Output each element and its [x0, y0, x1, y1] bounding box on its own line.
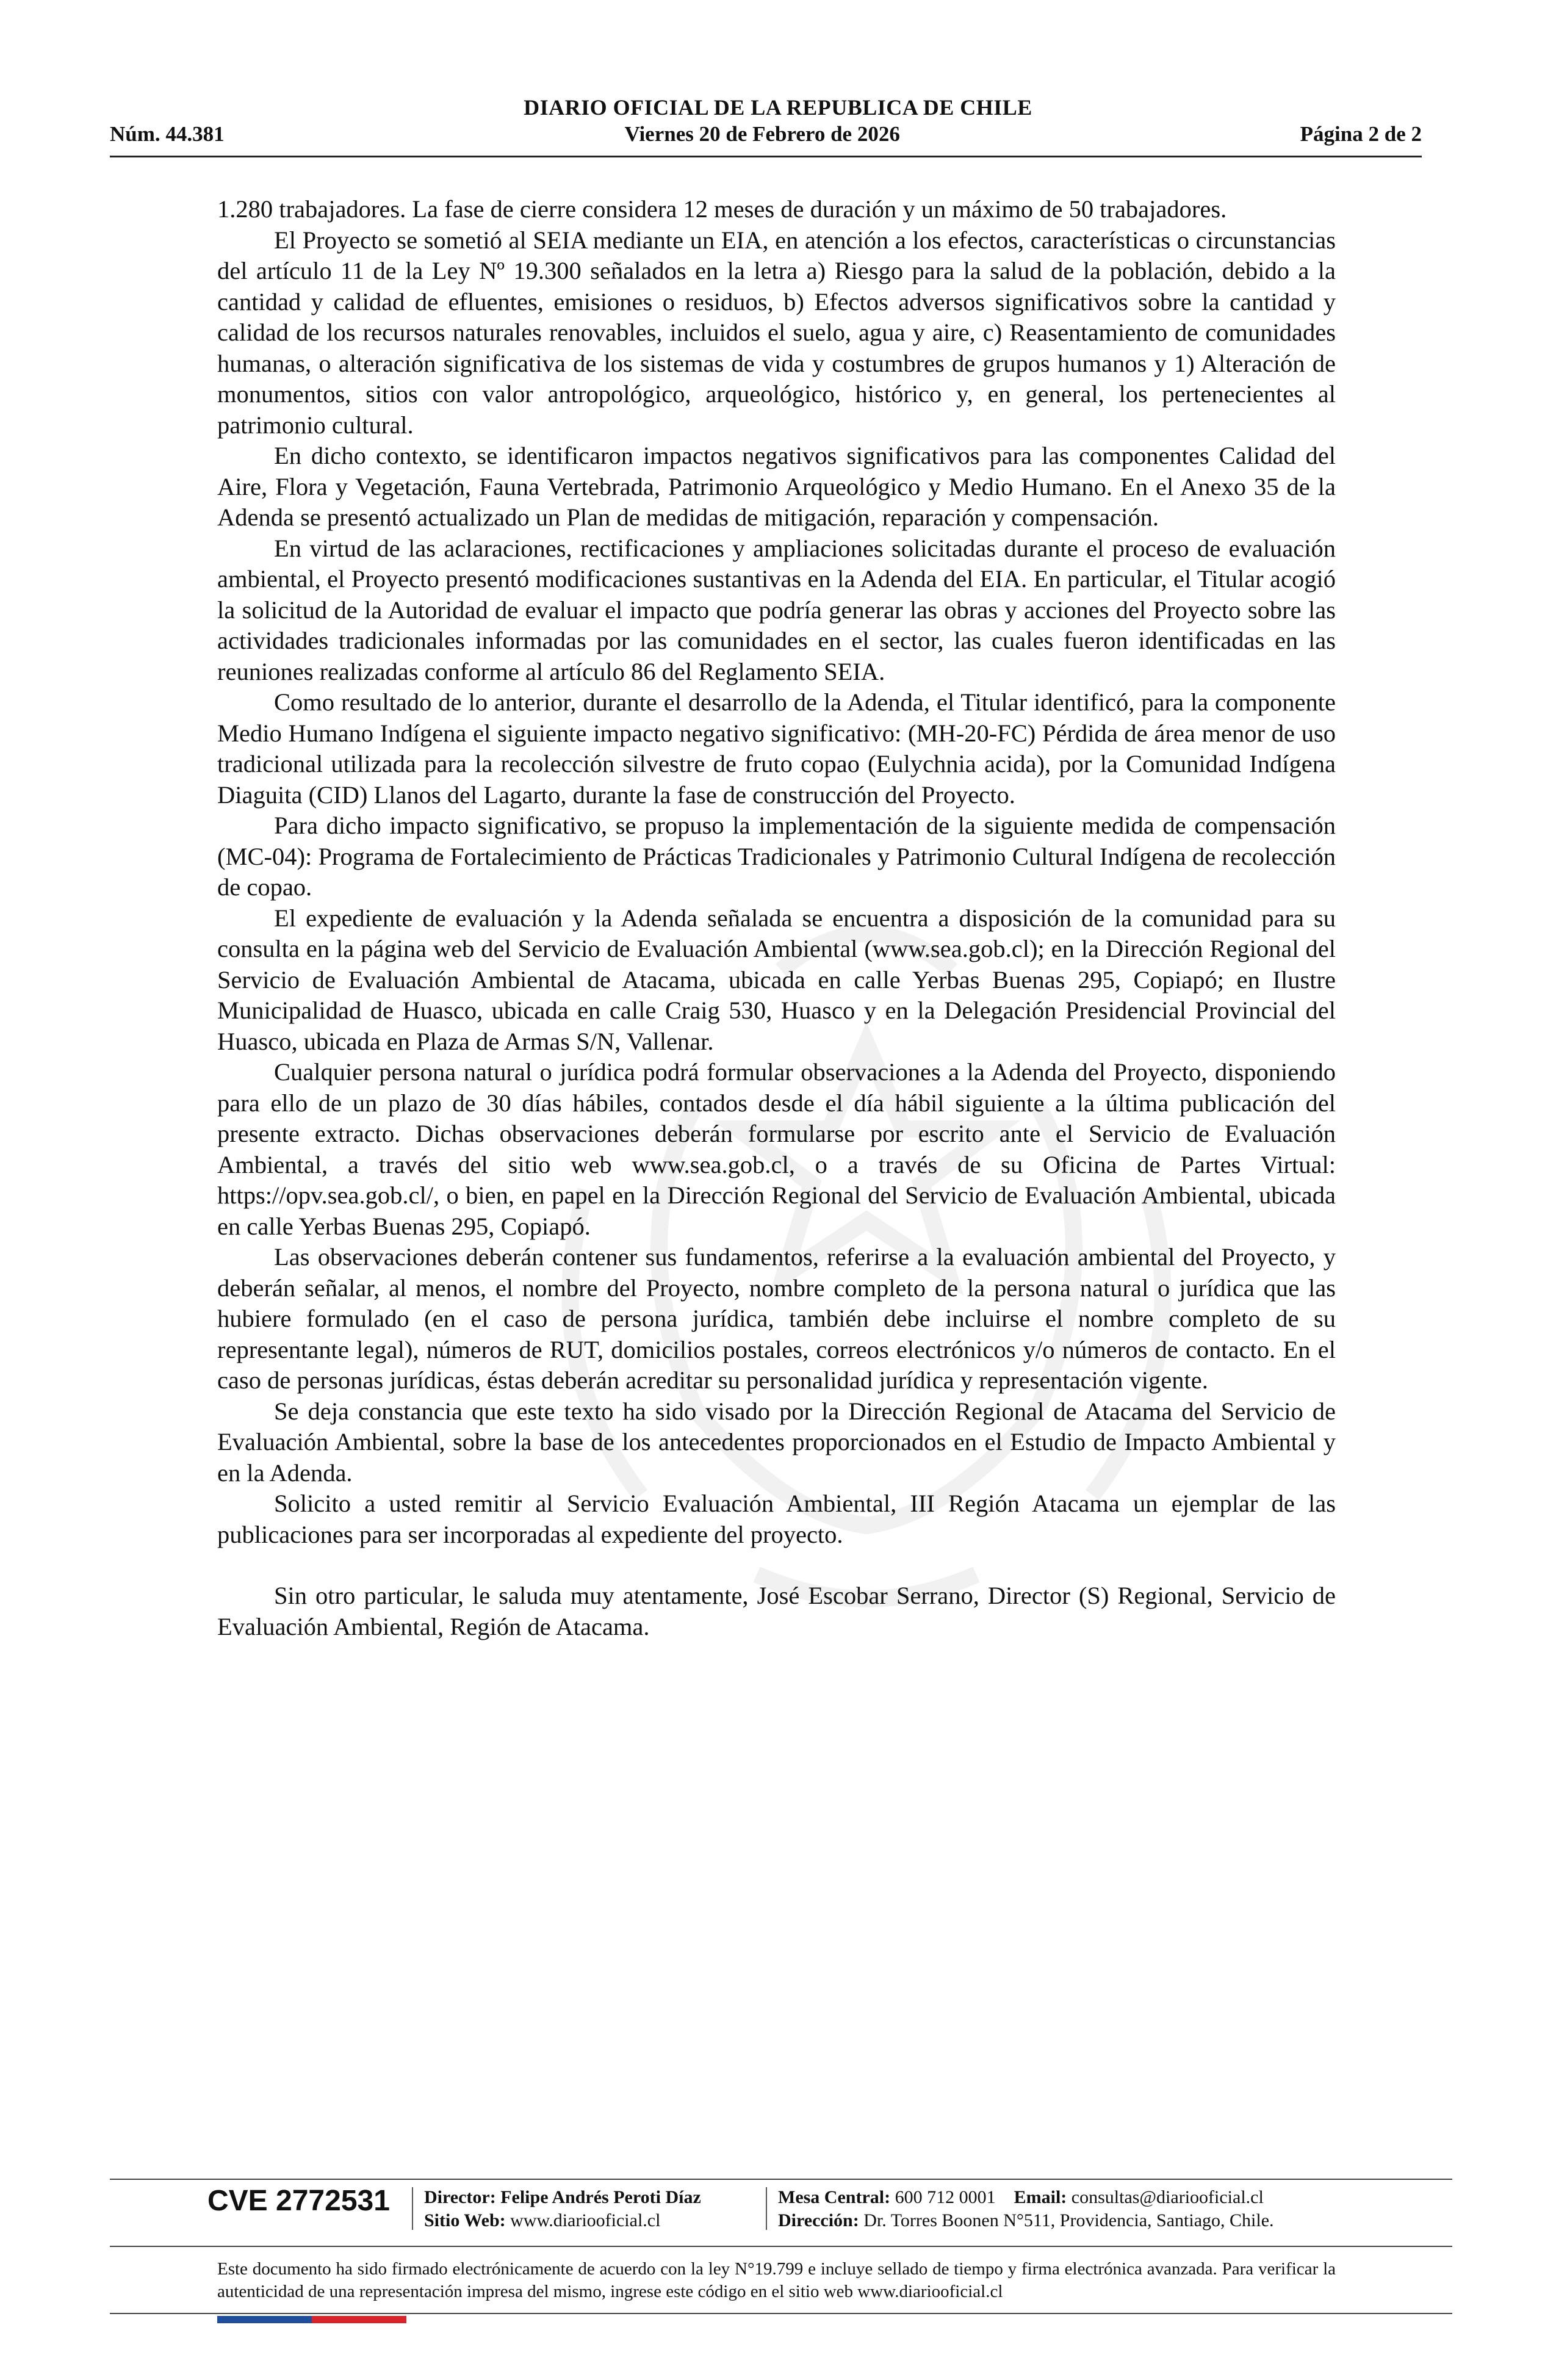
footer-info	[110, 2183, 1452, 2238]
footer-bottom-divider	[110, 2313, 1452, 2314]
paragraph-visado: Se deja constancia que este texto ha sido visado por la Dirección Regional de Atacama del Servicio de Evaluación Ambiental, sobre la base de los antecedentes proporcionados en el Estudio de Impacto Ambiental y en la Adenda.	[217, 1397, 1336, 1487]
header-row	[110, 122, 1422, 146]
issue-date: Viernes 20 de Febrero de 2026	[624, 122, 900, 146]
footer-legal-note: Este documento ha sido firmado electrónicamente de acuerdo con la ley N°19.799 e incluye sellado de tiempo y firma electrónica avanzada. Para verificar la autenticidad de una representación impresa del mismo, ingrese este código en el sitio web www.diariooficial.cl	[217, 2259, 1336, 2301]
paragraph-observations-content: Las observaciones deberán contener sus fundamentos, referirse a la evaluación ambiental del Proyecto, y deberán señalar, al menos, el nombre del Proyecto, nombre completo de la persona natural o jurídica que las hubiere formulado (en el caso de persona jurídica, también debe incluirse el nombre completo de su representante legal), números de RUT, domicilios postales, correos electrónicos y/o números de contacto. En el caso de personas jurídicas, éstas deberán acreditar su personalidad jurídica y representación vigente.	[217, 1243, 1336, 1394]
website-label: Sitio Web:	[424, 2210, 506, 2230]
director-label: Director:	[424, 2187, 496, 2207]
issue-number: Núm. 44.381	[110, 122, 225, 146]
email-address[interactable]: consultas@diariooficial.cl	[1071, 2187, 1264, 2207]
paragraph-request: Solicito a usted remitir al Servicio Evaluación Ambiental, III Región Atacama un ejemplar de las publicaciones para ser incorporadas al expediente del proyecto.	[217, 1490, 1336, 1548]
address-text: Dr. Torres Boonen N°511, Providencia, Santiago, Chile.	[863, 2210, 1274, 2230]
footer-separator	[766, 2187, 767, 2230]
paragraph-compensation-measure: Para dicho impacto significativo, se propuso la implementación de la siguiente medida de compensación (MC-04): Programa de Fortalecimiento de Prácticas Tradicionales y Patrimonio Cultural Indígena de recolección de copao.	[217, 812, 1336, 901]
director-name: Felipe Andrés Peroti Díaz	[500, 2187, 701, 2207]
flag-blue-segment	[217, 2316, 312, 2323]
address-label: Dirección:	[778, 2210, 859, 2230]
paragraph-adenda-modifications: En virtud de las aclaraciones, rectificaciones y ampliaciones solicitadas durante el proceso de evaluación ambiental, el Proyecto presentó modificaciones sustantivas en la Adenda del EIA. En particular, el Titular acogió la solicitud de la Autoridad de evaluar el impacto que podría generar las obras y acciones del Proyecto sobre las actividades tradicionales informadas por las comunidades en el sector, las cuales fueron identificadas en las reuniones realizadas conforme al artículo 86 del Reglamento SEIA.	[217, 534, 1336, 685]
cve-code: CVE 2772531	[207, 2185, 390, 2217]
footer-director-block	[424, 2186, 701, 2232]
paragraph-signature: Sin otro particular, le saluda muy atentamente, José Escobar Serrano, Director (S) Regional, Servicio de Evaluación Ambiental, Región de Atacama.	[217, 1582, 1336, 1640]
publication-title: DIARIO OFICIAL DE LA REPUBLICA DE CHILE	[524, 95, 1032, 120]
paragraph-continuation: 1.280 trabajadores. La fase de cierre considera 12 meses de duración y un máximo de 50 trabajadores.	[217, 195, 1227, 223]
footer-contact-block	[778, 2186, 1274, 2232]
website-link[interactable]: www.diariooficial.cl	[510, 2210, 661, 2230]
header-divider	[110, 156, 1422, 157]
phone-label: Mesa Central:	[778, 2187, 891, 2207]
paragraph-file-availability: El expediente de evaluación y la Adenda señalada se encuentra a disposición de la comunidad para su consulta en la página web del Servicio de Evaluación Ambiental (www.sea.gob.cl); en la Dirección Regional del Servicio de Evaluación Ambiental de Atacama, ubicada en calle Yerbas Buenas 295, Copiapó; en Ilustre Municipalidad de Huasco, ubicada en calle Craig 530, Huasco y en la Delegación Presidencial Provincial del Huasco, ubicada en Plaza de Armas S/N, Vallenar.	[217, 904, 1336, 1055]
page-number: Página 2 de 2	[1300, 122, 1422, 146]
paragraph-negative-impacts: En dicho contexto, se identificaron impactos negativos significativos para las componentes Calidad del Aire, Flora y Vegetación, Fauna Vertebrada, Patrimonio Arqueológico y Medio Humano. En el Anexo 35 de la Adenda se presentó actualizado un Plan de medidas de mitigación, reparación y compensación.	[217, 442, 1336, 531]
flag-color-bar	[217, 2316, 406, 2323]
footer-top-divider	[110, 2179, 1452, 2180]
footer-separator	[412, 2187, 413, 2230]
paragraph-seia-submission: El Proyecto se sometió al SEIA mediante un EIA, en atención a los efectos, características o circunstancias del artículo 11 de la Ley Nº 19.300 señalados en la letra a) Riesgo para la salud de la población, debido a la cantidad y calidad de efluentes, emisiones o residuos, b) Efectos adversos significativos sobre la cantidad y calidad de los recursos naturales renovables, incluidos el suelo, agua y aire, c) Reasentamiento de comunidades humanas, o alteración significativa de los sistemas de vida y costumbres de grupos humanos y 1) Alteración de monumentos, sitios con valor antropológico, arqueológico, histórico y, en general, los pertenecientes al patrimonio cultural.	[217, 226, 1336, 439]
flag-red-segment	[312, 2316, 406, 2323]
article-body	[217, 194, 1336, 1642]
paragraph-observations-deadline: Cualquier persona natural o jurídica podrá formular observaciones a la Adenda del Proyecto, disponiendo para ello de un plazo de 30 días hábiles, contados desde el día hábil siguiente a la última publicación del presente extracto. Dichas observaciones deberán formularse por escrito ante el Servicio de Evaluación Ambiental, a través del sitio web www.sea.gob.cl, o a través de su Oficina de Partes Virtual: https://opv.sea.gob.cl/, o bien, en papel en la Dirección Regional del Servicio de Evaluación Ambiental, ubicada en calle Yerbas Buenas 295, Copiapó.	[217, 1058, 1336, 1240]
phone-number: 600 712 0001	[895, 2187, 996, 2207]
email-label: Email:	[1014, 2187, 1067, 2207]
footer-middle-divider	[110, 2246, 1452, 2247]
paragraph-indigenous-impact: Como resultado de lo anterior, durante el desarrollo de la Adenda, el Titular identificó, para la componente Medio Humano Indígena el siguiente impacto negativo significativo: (MH-20-FC) Pérdida de área menor de uso tradicional utilizada para la recolección silvestre de fruto copao (Eulychnia acida), por la Comunidad Indígena Diaguita (CID) Llanos del Lagarto, durante la fase de construcción del Proyecto.	[217, 688, 1336, 809]
